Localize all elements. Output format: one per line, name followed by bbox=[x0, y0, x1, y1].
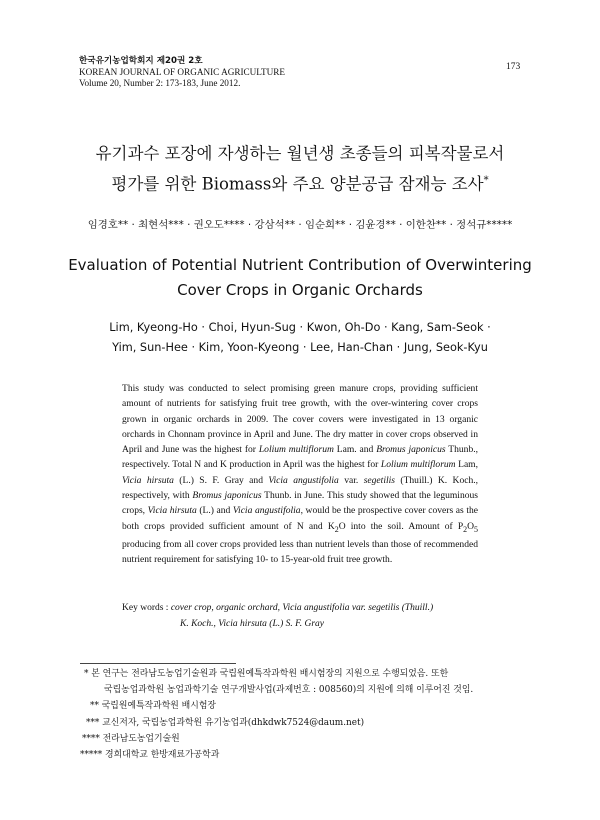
abstract-text: Thunb. in June. This study showed that the leguminous crops, bbox=[122, 490, 478, 517]
journal-volume: Volume 20, Number 2: 173-183, June 2012. bbox=[79, 78, 241, 88]
authors-korean: 임경호** · 최현석*** · 권오도**** · 강삼석** · 임순희** · 김윤경** · 이한찬** · 정석규***** bbox=[87, 219, 513, 231]
authors-english bbox=[40, 318, 560, 358]
title-english bbox=[40, 253, 560, 303]
page-number: 173 bbox=[506, 62, 521, 72]
title-korean bbox=[40, 140, 560, 198]
title-korean-line-1: 유기과수 포장에 자생하는 월년생 초종들의 피복작물로서 bbox=[95, 144, 505, 163]
species-name: Vicia angustifolia bbox=[268, 474, 339, 486]
abstract-text: , would be the prospective cover covers as the both crops provided sufficient amount of N and K bbox=[122, 505, 478, 532]
subscript: 2 bbox=[334, 524, 339, 534]
abstract-text: Lam. and bbox=[333, 444, 377, 456]
abstract-text: (L.) S. F. Gray and bbox=[173, 474, 269, 486]
footnote-divider bbox=[80, 663, 236, 664]
abstract-text: O into the soil. Amount of P bbox=[338, 520, 464, 532]
title-english-line-2: Cover Crops in Organic Orchards bbox=[177, 281, 423, 299]
species-name: Vicia angustifolia bbox=[232, 505, 301, 517]
abstract-text: O bbox=[467, 520, 475, 532]
journal-header bbox=[79, 56, 285, 89]
title-korean-line-2-text: 평가를 위한 Biomass와 주요 양분공급 잠재능 조사 bbox=[111, 174, 484, 194]
species-name: Bromus japonicus bbox=[376, 444, 446, 456]
abstract bbox=[122, 381, 478, 567]
footnotes bbox=[80, 666, 540, 763]
abstract-text: (Thuill.) K. Koch., respectively, with bbox=[122, 474, 479, 502]
subscript: 5 bbox=[474, 524, 478, 534]
footnote-corresponding-author: *** 교신저자, 국립농업과학원 유기농업과(dhkdwk7524@daum.net) bbox=[86, 717, 365, 728]
title-korean-line-2 bbox=[40, 167, 560, 198]
journal-name-korean: 한국유기농업학회지 제20권 2호 bbox=[79, 56, 203, 66]
journal-name-english: KOREAN JOURNAL OF ORGANIC AGRICULTURE bbox=[79, 67, 286, 77]
species-name: Lolium multiflorum bbox=[258, 444, 334, 456]
species-name: segetilis bbox=[363, 474, 395, 486]
abstract-text: (L.) and bbox=[196, 505, 233, 517]
keywords-list: cover crop, organic orchard, Vicia angustifolia var. segetilis (Thuill.) bbox=[170, 603, 434, 613]
footnote-funding-line-1: * 본 연구는 전라남도농업기술원과 국립원예특작과학원 배시험장의 지원으로 수행되었음. 또한 bbox=[84, 669, 449, 679]
footnote-affiliation-4: **** 전라남도농업기술원 bbox=[82, 733, 180, 744]
keywords-label: Key words : bbox=[122, 603, 171, 613]
abstract-text: var. bbox=[338, 474, 364, 486]
footnote-affiliation-5: ***** 경희대학교 한방재료가공학과 bbox=[80, 750, 220, 761]
keywords-line-2: K. Koch., Vicia hirsuta (L.) S. F. Gray bbox=[180, 618, 324, 629]
species-name: Bromus japonicus bbox=[192, 490, 262, 502]
footnote-funding-line-2: 국립농업과학원 농업과학기술 연구개발사업(과제번호 : 008560)의 지원에 의해 이루어진 것임. bbox=[104, 685, 474, 696]
abstract-text: This study was conducted to select promising green manure crops, providing sufficient amount of nutrients for satisfying fruit tree growth, with the over-wintering cover crops grown in organic orchards in 2009. The cover covers were investigated in 13 organic orchards in Chonnam province in April and June. The dry matter in cover crops observed in April and June was the highest for bbox=[122, 383, 478, 456]
authors-english-line-2: Yim, Sun-Hee · Kim, Yoon-Kyeong · Lee, Han-Chan · Jung, Seok-Kyu bbox=[112, 341, 488, 354]
abstract-text: Thunb., respectively. Total N and K production in April was the highest for bbox=[122, 444, 478, 471]
species-name: Vicia hirsuta bbox=[122, 474, 174, 486]
title-footnote-mark: * bbox=[483, 175, 489, 186]
species-name: Vicia hirsuta bbox=[147, 505, 197, 517]
abstract-text: producing from all cover crops provided less than nutrient levels than those of recommended nutrient requirement for satisfying 10- to 15-year-old fruit tree growth. bbox=[122, 538, 478, 566]
keywords-line-1 bbox=[122, 601, 492, 617]
species-name: Lolium multiflorum bbox=[380, 459, 456, 471]
footnote-affiliation-2: ** 국립원예특작과학원 배시험장 bbox=[90, 701, 216, 712]
subscript: 2 bbox=[463, 524, 468, 534]
authors-english-line-1: Lim, Kyeong-Ho · Choi, Hyun-Sug · Kwon, Oh-Do · Kang, Sam-Seok · bbox=[109, 321, 491, 334]
title-english-line-1: Evaluation of Potential Nutrient Contribution of Overwintering bbox=[68, 256, 532, 274]
abstract-text: Lam, bbox=[455, 459, 478, 471]
keywords bbox=[122, 601, 492, 632]
